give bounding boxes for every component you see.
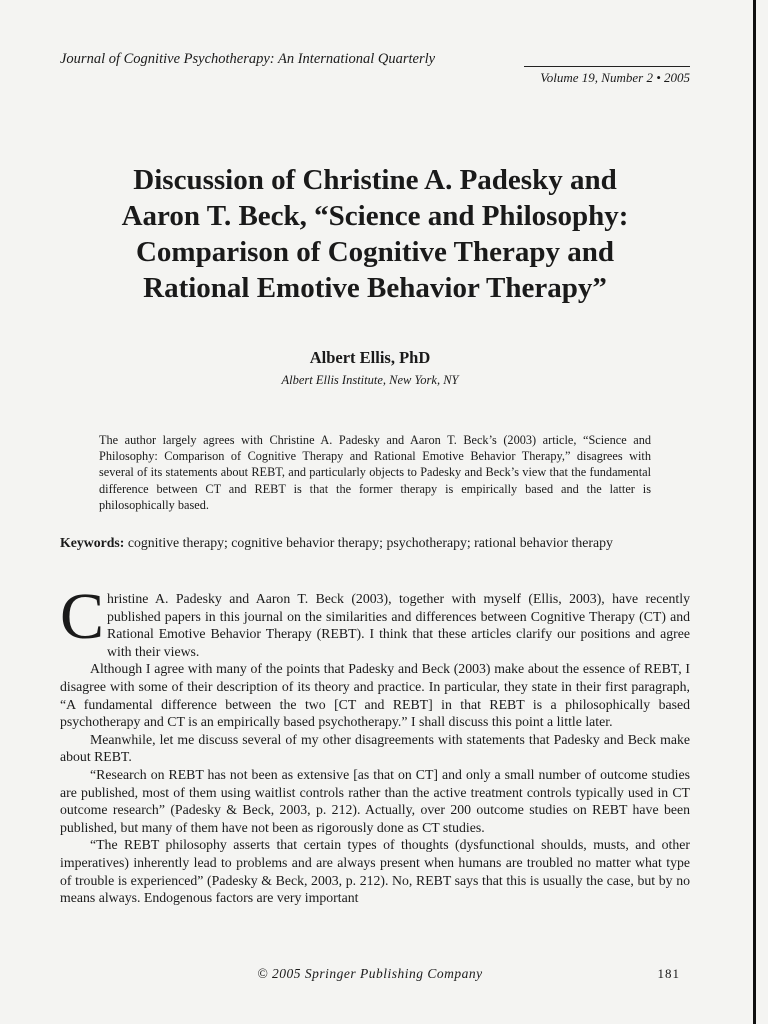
body-paragraph — [60, 580, 690, 660]
body-paragraph: Meanwhile, let me discuss several of my other disagreements with statements that Padesky and Beck make about REBT. — [60, 731, 690, 765]
body-paragraph: “The REBT philosophy asserts that certain types of thoughts (dysfunctional shoulds, musts, and other imperatives) inherently lead to problems and are always present when humans are troubled no matter what type of trouble is experienced” (Padesky & Beck, 2003, p. 212). No, REBT says that this is usually the case, but by no means always. Endogenous factors are very important — [60, 837, 690, 906]
title-line: Comparison of Cognitive Therapy and — [135, 236, 615, 268]
article-title — [40, 162, 710, 306]
publisher-footer: © 2005 Springer Publishing Company — [257, 966, 483, 981]
article-body — [60, 580, 690, 907]
paragraph-text: hristine A. Padesky and Aaron T. Beck (2003), together with myself (Ellis, 2003), have recently published papers in this journal on the similarities and differences between Cognitive Therapy (CT) and Rational Emotive Behavior Therapy (REBT). I think that these articles clarify our positions and agree with their views. — [107, 591, 690, 659]
title-line: Discussion of Christine A. Padesky and — [133, 164, 617, 196]
abstract: The author largely agrees with Christine A. Padesky and Aaron T. Beck’s (2003) article, “Science and Philosophy: Comparison of Cognitive Therapy and Rational Emotive Behavior Therapy,” disagrees with several of its statements about REBT, and particularly objects to Padesky and Beck’s view that the fundamental difference between CT and REBT is that the former therapy is empirically based and the latter is philosophically based. — [99, 433, 651, 512]
page-number: 181 — [657, 966, 680, 981]
title-line: Rational Emotive Behavior Therapy” — [143, 272, 607, 304]
body-paragraph: Although I agree with many of the points that Padesky and Beck (2003) make about the essence of REBT, I disagree with some of their description of its theory and practice. In particular, they state in their first paragraph, “A fundamental difference between the two [CT and REBT] in that REBT is a philosophically based psychotherapy and CT is an empirically based psychotherapy.” I shall discuss this point a little later. — [60, 661, 690, 730]
body-paragraph: “Research on REBT has not been as extensive [as that on CT] and only a small number of outcome studies are published, most of them using waitlist controls rather than the active treatment controls typically used in CT outcome research” (Padesky & Beck, 2003, p. 212). Actually, over 200 outcome studies on REBT have been published, but many of them have not been as rigorously done as CT studies. — [60, 766, 690, 835]
journal-title: Journal of Cognitive Psychotherapy: An International Quarterly — [60, 51, 436, 67]
keywords-label: Keywords: — [60, 535, 125, 550]
title-line: Aaron T. Beck, “Science and Philosophy: — [121, 200, 629, 232]
volume-info: Volume 19, Number 2 • 2005 — [540, 70, 690, 85]
author-affiliation: Albert Ellis Institute, New York, NY — [281, 373, 459, 387]
drop-cap: C — [60, 580, 105, 653]
header-rule — [524, 66, 690, 67]
author-name: Albert Ellis, PhD — [309, 348, 431, 367]
keywords — [60, 534, 690, 553]
keywords-text: cognitive therapy; cognitive behavior therapy; psychotherapy; rational behavior therapy — [127, 535, 613, 550]
page-edge-line — [753, 0, 756, 1024]
running-head — [60, 50, 690, 86]
